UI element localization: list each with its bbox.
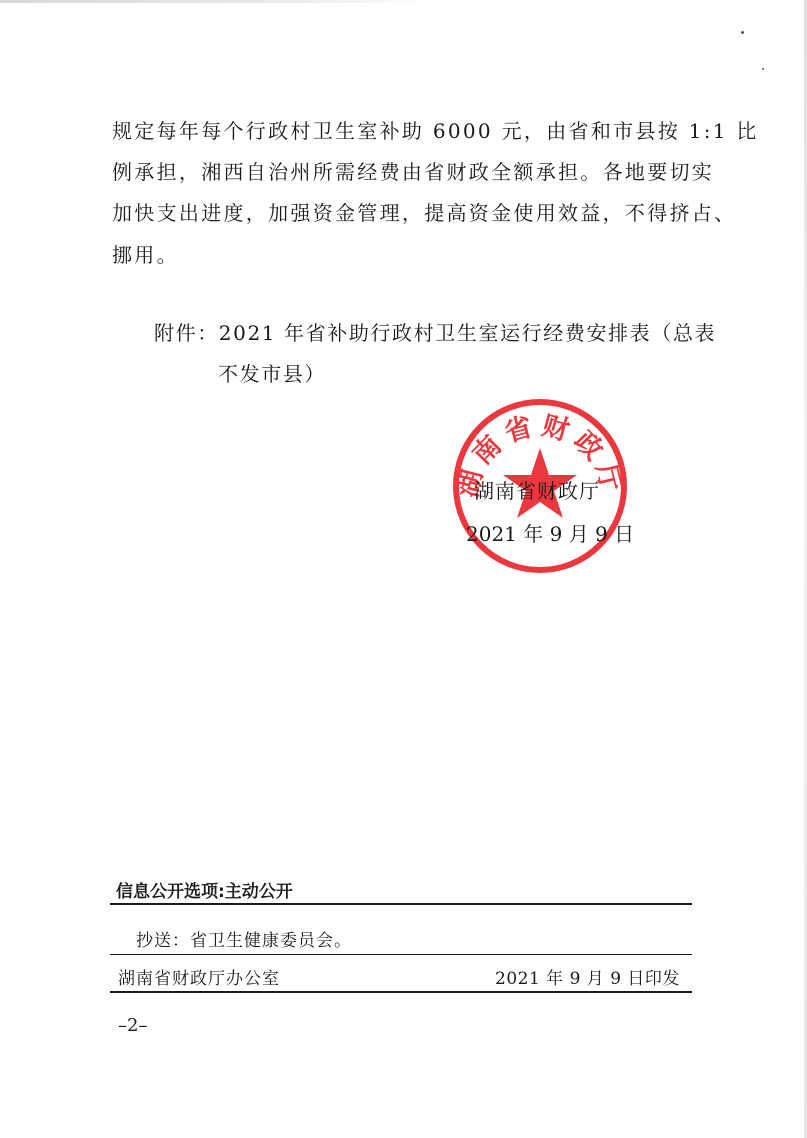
body-line-1: 规定每年每个行政村卫生室补助 6000 元，由省和市县按 1:1 比: [112, 119, 759, 143]
scan-speck: [741, 31, 744, 34]
footer-rule-bottom: [110, 991, 692, 993]
scan-edge-top: [0, 0, 430, 3]
issuing-office: 湖南省财政厅办公室: [118, 969, 280, 989]
body-line-4: 挪用。: [112, 243, 179, 267]
body-line-3: 加快支出进度，加强资金管理，提高资金使用效益，不得挤占、: [112, 201, 737, 225]
footer-rule-top: [110, 903, 692, 905]
footer-rule-middle: [110, 954, 692, 955]
print-date: 2021 年 9 月 9 日印发: [495, 969, 680, 989]
attachment-line-2: 不发市县）: [218, 362, 326, 386]
disclosure-option: 信息公开选项:主动公开: [116, 882, 293, 902]
scan-speck: [762, 68, 764, 70]
page-number: –2–: [118, 1015, 148, 1036]
cc-recipients: 抄送：省卫生健康委员会。: [136, 931, 352, 951]
signature-date: 2021 年 9 月 9 日: [466, 522, 635, 546]
seal-text: 湖南省财政厅: [452, 410, 628, 501]
attachment-line-1: 附件：2021 年省补助行政村卫生室运行经费安排表（总表: [154, 321, 717, 345]
signature-issuer: 湖南省财政厅: [474, 479, 600, 503]
body-line-2: 例承担，湘西自治州所需经费由省财政全额承担。各地要切实: [112, 160, 715, 184]
